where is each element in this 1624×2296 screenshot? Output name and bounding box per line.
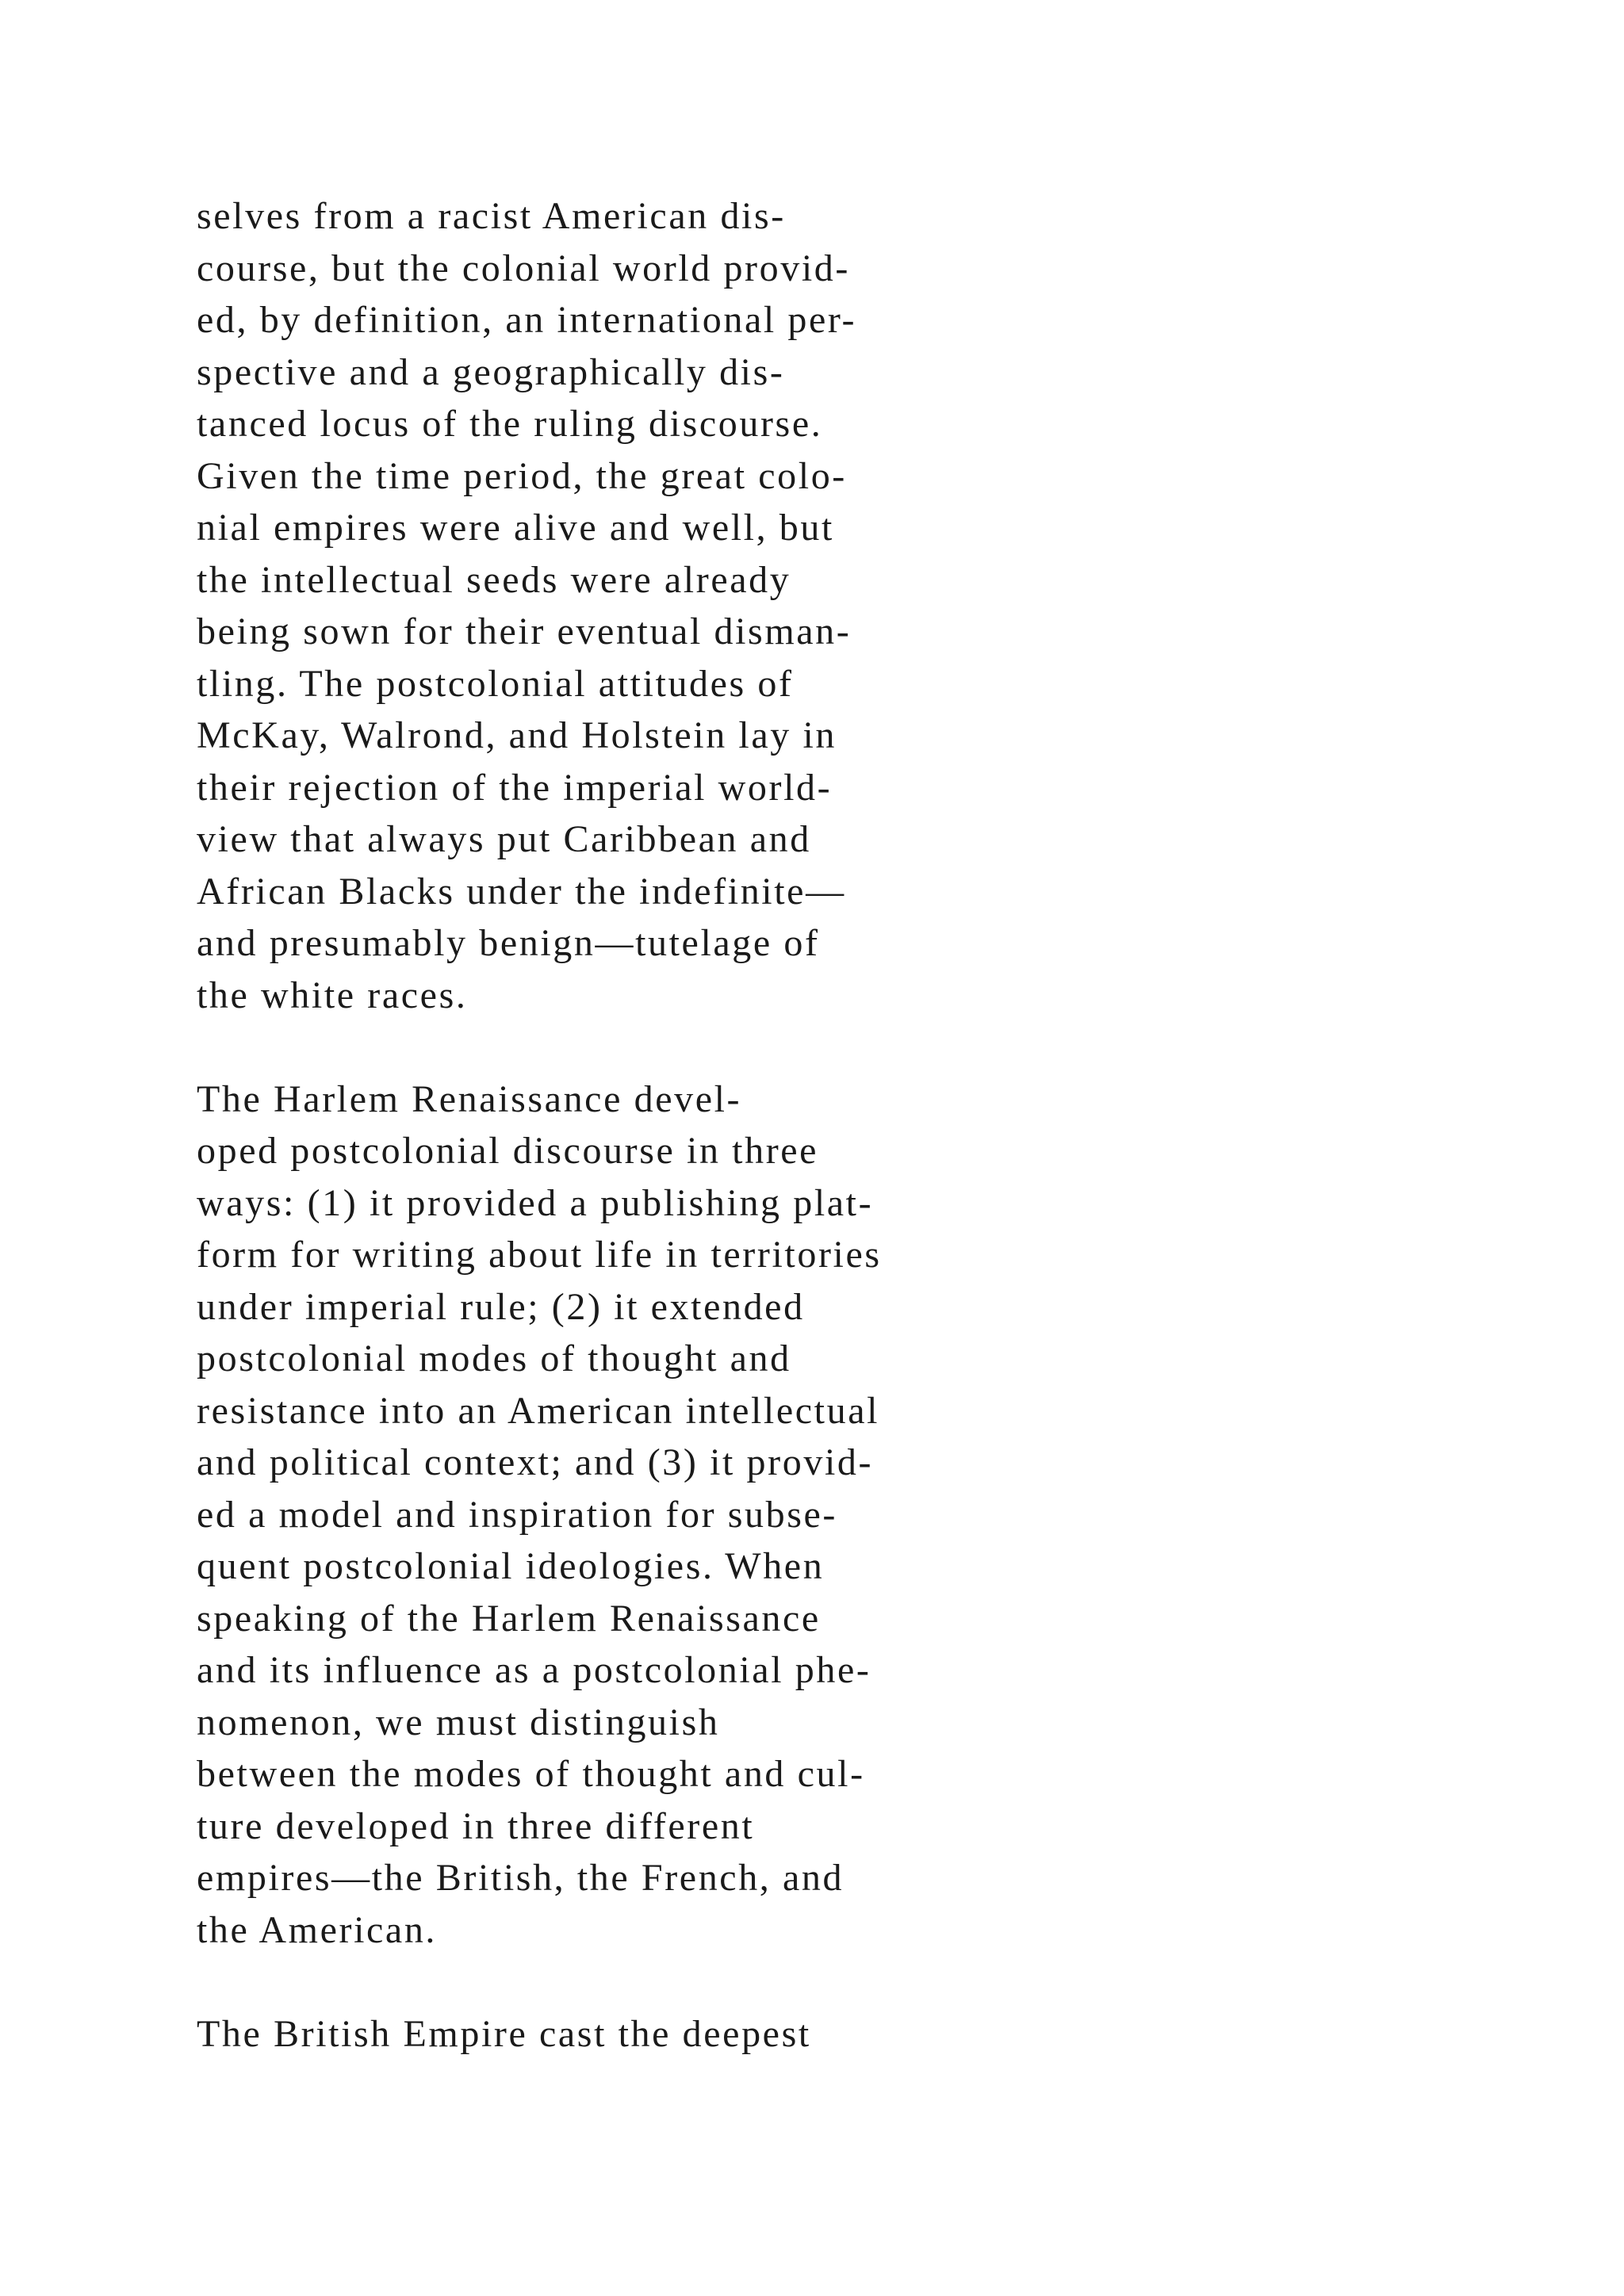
text-line: empires—the British, the French, and bbox=[197, 1857, 845, 1899]
text-line: and presumably benign—tutelage of bbox=[197, 922, 820, 964]
text-line: spective and a geographically dis- bbox=[197, 350, 785, 393]
text-line: The Harlem Renaissance devel- bbox=[197, 1077, 742, 1120]
paragraph-3 bbox=[197, 2008, 1386, 2061]
text-line: ed, by definition, an international per- bbox=[197, 299, 857, 341]
text-line: ture developed in three different bbox=[197, 1804, 755, 1847]
text-line: oped postcolonial discourse in three bbox=[197, 1130, 819, 1172]
text-line: course, but the colonial world provid- bbox=[197, 247, 850, 289]
text-line: nomenon, we must distinguish bbox=[197, 1701, 720, 1743]
text-line: tanced locus of the ruling discourse. bbox=[197, 403, 823, 445]
text-line: and its influence as a postcolonial phe- bbox=[197, 1649, 871, 1691]
text-line: ways: (1) it provided a publishing plat- bbox=[197, 1181, 874, 1224]
text-line: the American. bbox=[197, 1908, 438, 1951]
paragraph-1 bbox=[197, 190, 1386, 1021]
text-line: the white races. bbox=[197, 974, 468, 1016]
text-line: and political context; and (3) it provid- bbox=[197, 1441, 874, 1483]
text-line: tling. The postcolonial attitudes of bbox=[197, 662, 794, 705]
text-line: African Blacks under the indefinite— bbox=[197, 870, 846, 913]
text-line: their rejection of the imperial world- bbox=[197, 766, 833, 809]
text-line: The British Empire cast the deepest bbox=[197, 2012, 811, 2055]
paragraph-2 bbox=[197, 1073, 1386, 1957]
text-line: postcolonial modes of thought and bbox=[197, 1337, 791, 1380]
text-line: under imperial rule; (2) it extended bbox=[197, 1285, 805, 1328]
text-line: being sown for their eventual disman- bbox=[197, 610, 852, 652]
text-line: ed a model and inspiration for subse- bbox=[197, 1493, 838, 1536]
text-line: McKay, Walrond, and Holstein lay in bbox=[197, 714, 837, 756]
text-line: speaking of the Harlem Renaissance bbox=[197, 1597, 821, 1640]
text-line: between the modes of thought and cul- bbox=[197, 1753, 865, 1795]
body-text bbox=[197, 190, 1386, 2112]
text-line: resistance into an American intellectual bbox=[197, 1389, 880, 1432]
text-line: Given the time period, the great colo- bbox=[197, 454, 847, 497]
text-line: selves from a racist American dis- bbox=[197, 195, 786, 237]
text-line: the intellectual seeds were already bbox=[197, 558, 791, 601]
text-line: quent postcolonial ideologies. When bbox=[197, 1545, 825, 1587]
text-line: view that always put Caribbean and bbox=[197, 818, 811, 860]
text-line: nial empires were alive and well, but bbox=[197, 507, 834, 549]
text-line: form for writing about life in territories bbox=[197, 1234, 882, 1276]
